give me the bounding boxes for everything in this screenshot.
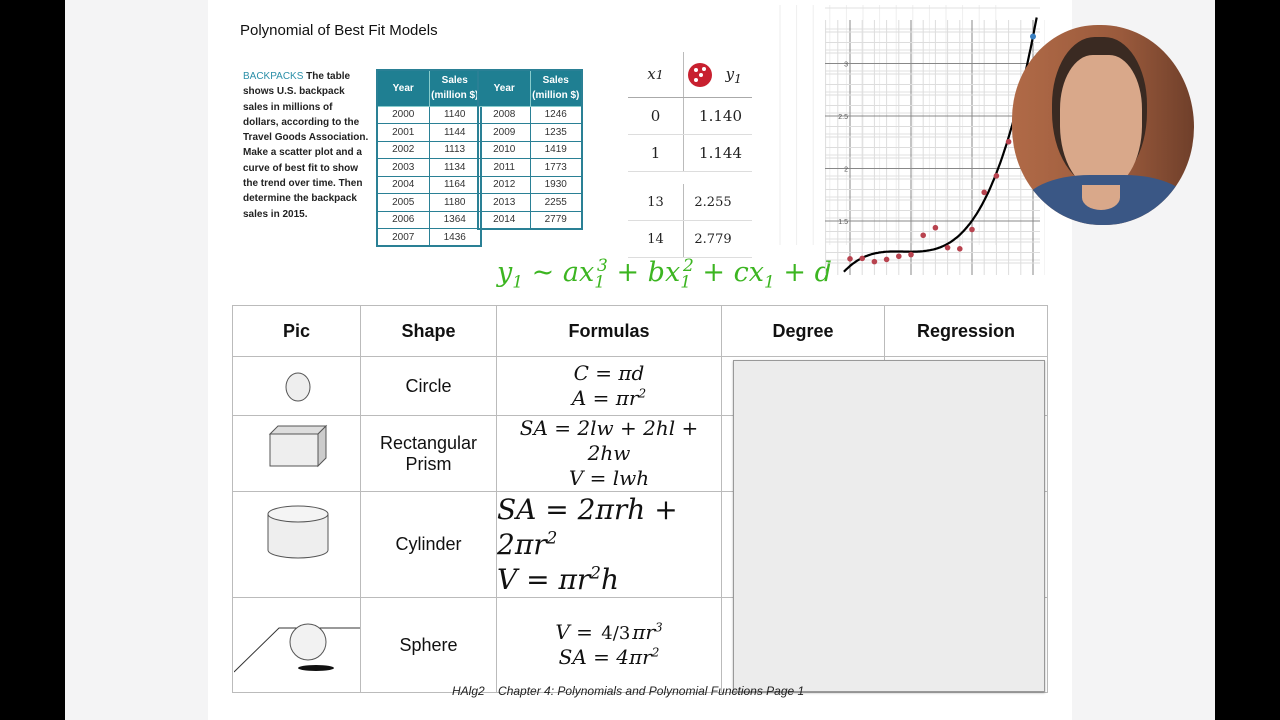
sales-cell: 1180 bbox=[429, 194, 481, 212]
data-point bbox=[847, 256, 853, 262]
sales-row bbox=[377, 106, 481, 124]
sales-cell: 1773 bbox=[530, 159, 582, 177]
y-sub: 1 bbox=[734, 70, 742, 86]
sales-row bbox=[377, 124, 481, 142]
sales-table-right bbox=[477, 69, 583, 230]
webcam-presenter bbox=[1012, 25, 1194, 225]
eq-part: 1 bbox=[594, 272, 606, 293]
eq-part: y bbox=[497, 257, 513, 288]
xy-x: 13 bbox=[628, 184, 684, 220]
problem-text bbox=[243, 69, 369, 222]
data-point bbox=[994, 173, 1000, 179]
formula-text: V = bbox=[555, 619, 600, 644]
sales-cell: 1436 bbox=[429, 229, 481, 247]
sales-cell: 2012 bbox=[478, 176, 530, 194]
sales-cell: 1930 bbox=[530, 176, 582, 194]
face bbox=[1060, 55, 1142, 190]
page-title: Polynomial of Best Fit Models bbox=[240, 22, 438, 39]
problem-keyword: BACKPACKS bbox=[243, 71, 304, 82]
sales-cell: 1164 bbox=[429, 176, 481, 194]
sales-cell: 2002 bbox=[377, 141, 429, 159]
sales-cell: 1419 bbox=[530, 141, 582, 159]
sales-row bbox=[478, 106, 582, 124]
sales-cell: 1140 bbox=[429, 106, 481, 124]
shape-name: Circle bbox=[361, 357, 497, 416]
formula-line bbox=[497, 361, 721, 386]
sales-cell: 2011 bbox=[478, 159, 530, 177]
y-tick-label: 3 bbox=[844, 61, 848, 69]
scatter-plot[interactable] bbox=[770, 0, 1045, 275]
sphere-icon bbox=[234, 598, 360, 687]
eq-part: ~ bbox=[523, 257, 563, 288]
column-header-pic: Pic bbox=[233, 306, 361, 357]
sales-row bbox=[478, 211, 582, 229]
data-point bbox=[1006, 139, 1012, 145]
sales-header: Year bbox=[377, 70, 429, 106]
xy-y: 1.144 bbox=[699, 144, 742, 162]
eq-part: ax bbox=[562, 257, 595, 288]
xy-header bbox=[628, 52, 752, 98]
formula-line bbox=[497, 620, 721, 646]
eq-part: 3 bbox=[597, 256, 608, 276]
rectangular-prism-icon bbox=[234, 416, 360, 486]
xy-rows bbox=[628, 98, 752, 258]
sales-cell: 2013 bbox=[478, 194, 530, 212]
formula-line bbox=[497, 492, 721, 562]
sales-row bbox=[377, 141, 481, 159]
shape-picture bbox=[233, 598, 361, 693]
eq-part: 1 bbox=[763, 272, 775, 293]
data-point bbox=[920, 232, 926, 238]
xy-row bbox=[628, 135, 752, 172]
formula-text: SA = 4πr bbox=[558, 645, 652, 670]
column-header-regression: Regression bbox=[885, 306, 1048, 357]
sales-row bbox=[377, 159, 481, 177]
xy-x: 14 bbox=[628, 221, 684, 257]
eq-part: 2 bbox=[683, 256, 694, 276]
sales-row bbox=[478, 194, 582, 212]
sales-cell: 2004 bbox=[377, 176, 429, 194]
formula-text: SA = 2lw + 2hl + 2hw bbox=[519, 416, 699, 465]
shapes-header-row bbox=[233, 306, 1048, 357]
formula-text: πr bbox=[632, 619, 655, 644]
formula-text: h bbox=[600, 563, 620, 596]
data-point bbox=[896, 253, 902, 259]
xy-y: 2.255 bbox=[694, 194, 732, 210]
sales-cell: 2007 bbox=[377, 229, 429, 247]
sales-table-left bbox=[376, 69, 482, 247]
shape-formulas bbox=[497, 416, 722, 492]
data-point bbox=[957, 246, 963, 252]
sales-row bbox=[377, 176, 481, 194]
sales-cell: 1364 bbox=[429, 211, 481, 229]
shape-picture bbox=[233, 416, 361, 492]
data-point bbox=[981, 190, 987, 196]
page-footer bbox=[452, 684, 804, 698]
formula-fraction: 4/3 bbox=[601, 622, 631, 644]
sales-cell: 2001 bbox=[377, 124, 429, 142]
y-header: y bbox=[725, 64, 735, 83]
sales-cell: 1144 bbox=[429, 124, 481, 142]
shape-picture bbox=[233, 357, 361, 416]
data-point bbox=[969, 227, 975, 233]
shape-name: Rectangular Prism bbox=[361, 416, 497, 492]
circle-icon bbox=[234, 357, 360, 410]
xy-y: 1.140 bbox=[699, 107, 742, 125]
best-fit-curve bbox=[844, 18, 1037, 272]
shape-name: Sphere bbox=[361, 598, 497, 693]
xy-row bbox=[628, 98, 752, 135]
data-point bbox=[933, 225, 939, 231]
y-header-cell bbox=[684, 63, 752, 87]
data-point bbox=[945, 245, 951, 251]
formula-line bbox=[497, 562, 721, 597]
sales-cell: 1235 bbox=[530, 124, 582, 142]
x-sub: 1 bbox=[655, 66, 664, 82]
sales-cell: 2000 bbox=[377, 106, 429, 124]
x-header-cell bbox=[628, 52, 684, 97]
formula-text: V = πr bbox=[497, 563, 591, 596]
xy-x: 0 bbox=[628, 98, 684, 134]
xy-x: 1 bbox=[628, 135, 684, 171]
column-header-formulas: Formulas bbox=[497, 306, 722, 357]
sales-cell: 2008 bbox=[478, 106, 530, 124]
sales-row bbox=[478, 159, 582, 177]
sales-row bbox=[478, 176, 582, 194]
shape-picture bbox=[233, 492, 361, 598]
shape-formulas bbox=[497, 492, 722, 598]
shape-name: Cylinder bbox=[361, 492, 497, 598]
eq-part: + cx bbox=[693, 257, 764, 288]
prediction-point bbox=[1030, 33, 1036, 39]
problem-body: The table shows U.S. backpack sales in millions of dollars, according to the Travel Goods Association. Make a scatter plot and a curve of best fit to show the trend over time. Then determine the backpack sales in 2015. bbox=[243, 71, 369, 220]
formula-exponent: 2 bbox=[590, 562, 601, 583]
points-icon[interactable] bbox=[688, 63, 712, 87]
sales-row bbox=[478, 124, 582, 142]
x-header: x bbox=[647, 65, 656, 84]
eq-part: 1 bbox=[512, 272, 524, 293]
column-header-shape: Shape bbox=[361, 306, 497, 357]
sales-header-row bbox=[478, 70, 582, 106]
formula-text: SA = 2πrh + 2πr bbox=[497, 493, 678, 561]
sales-cell: 2779 bbox=[530, 211, 582, 229]
data-point bbox=[859, 256, 865, 262]
sales-row bbox=[377, 229, 481, 247]
neck bbox=[1082, 185, 1120, 210]
sales-header-row bbox=[377, 70, 481, 106]
formula-line bbox=[497, 645, 721, 670]
data-point bbox=[872, 259, 878, 265]
sales-cell: 2014 bbox=[478, 211, 530, 229]
sales-cell: 2009 bbox=[478, 124, 530, 142]
formula-line bbox=[497, 466, 721, 491]
sales-cell: 2005 bbox=[377, 194, 429, 212]
y-tick-label: 2.5 bbox=[838, 114, 848, 121]
formula-exponent: 2 bbox=[546, 527, 558, 548]
y-tick-label: 2 bbox=[844, 166, 848, 174]
formula-text: C = πd bbox=[573, 361, 645, 385]
eq-part: + d bbox=[774, 257, 832, 288]
sales-header: Sales (million $) bbox=[530, 70, 582, 106]
column-header-degree: Degree bbox=[722, 306, 885, 357]
formula-exponent: 2 bbox=[638, 386, 647, 401]
xy-y: 2.779 bbox=[694, 231, 732, 247]
formula-line bbox=[497, 386, 721, 411]
y-tick-label: 1.5 bbox=[838, 219, 848, 226]
sales-cell: 2255 bbox=[530, 194, 582, 212]
sales-cell: 2003 bbox=[377, 159, 429, 177]
shape-formulas bbox=[497, 598, 722, 693]
shape-formulas bbox=[497, 357, 722, 416]
xy-row bbox=[628, 221, 752, 258]
sales-row bbox=[478, 141, 582, 159]
footer-course: HAlg2 bbox=[452, 684, 485, 698]
sales-cell: 2006 bbox=[377, 211, 429, 229]
sales-header: Sales (million $) bbox=[429, 70, 481, 106]
data-point bbox=[884, 257, 890, 263]
formula-line bbox=[497, 416, 721, 466]
sales-cell: 1246 bbox=[530, 106, 582, 124]
sales-header: Year bbox=[478, 70, 530, 106]
sales-cell: 1134 bbox=[429, 159, 481, 177]
formula-text: A = πr bbox=[571, 386, 639, 410]
sales-row bbox=[377, 194, 481, 212]
data-point bbox=[908, 252, 914, 258]
eq-part: 1 bbox=[680, 272, 692, 293]
sales-row bbox=[377, 211, 481, 229]
footer-chapter: Chapter 4: Polynomials and Polynomial Functions Page 1 bbox=[498, 684, 805, 698]
eq-part: + bx bbox=[607, 257, 681, 288]
blank-overlay-panel bbox=[733, 360, 1045, 692]
xy-table bbox=[628, 52, 752, 258]
formula-exponent: 3 bbox=[654, 620, 663, 635]
xy-row bbox=[628, 184, 752, 221]
formula-exponent: 2 bbox=[651, 645, 660, 660]
sales-cell: 1113 bbox=[429, 141, 481, 159]
cylinder-icon bbox=[234, 498, 360, 586]
formula-text: V = lwh bbox=[568, 466, 650, 490]
sales-cell: 2010 bbox=[478, 141, 530, 159]
